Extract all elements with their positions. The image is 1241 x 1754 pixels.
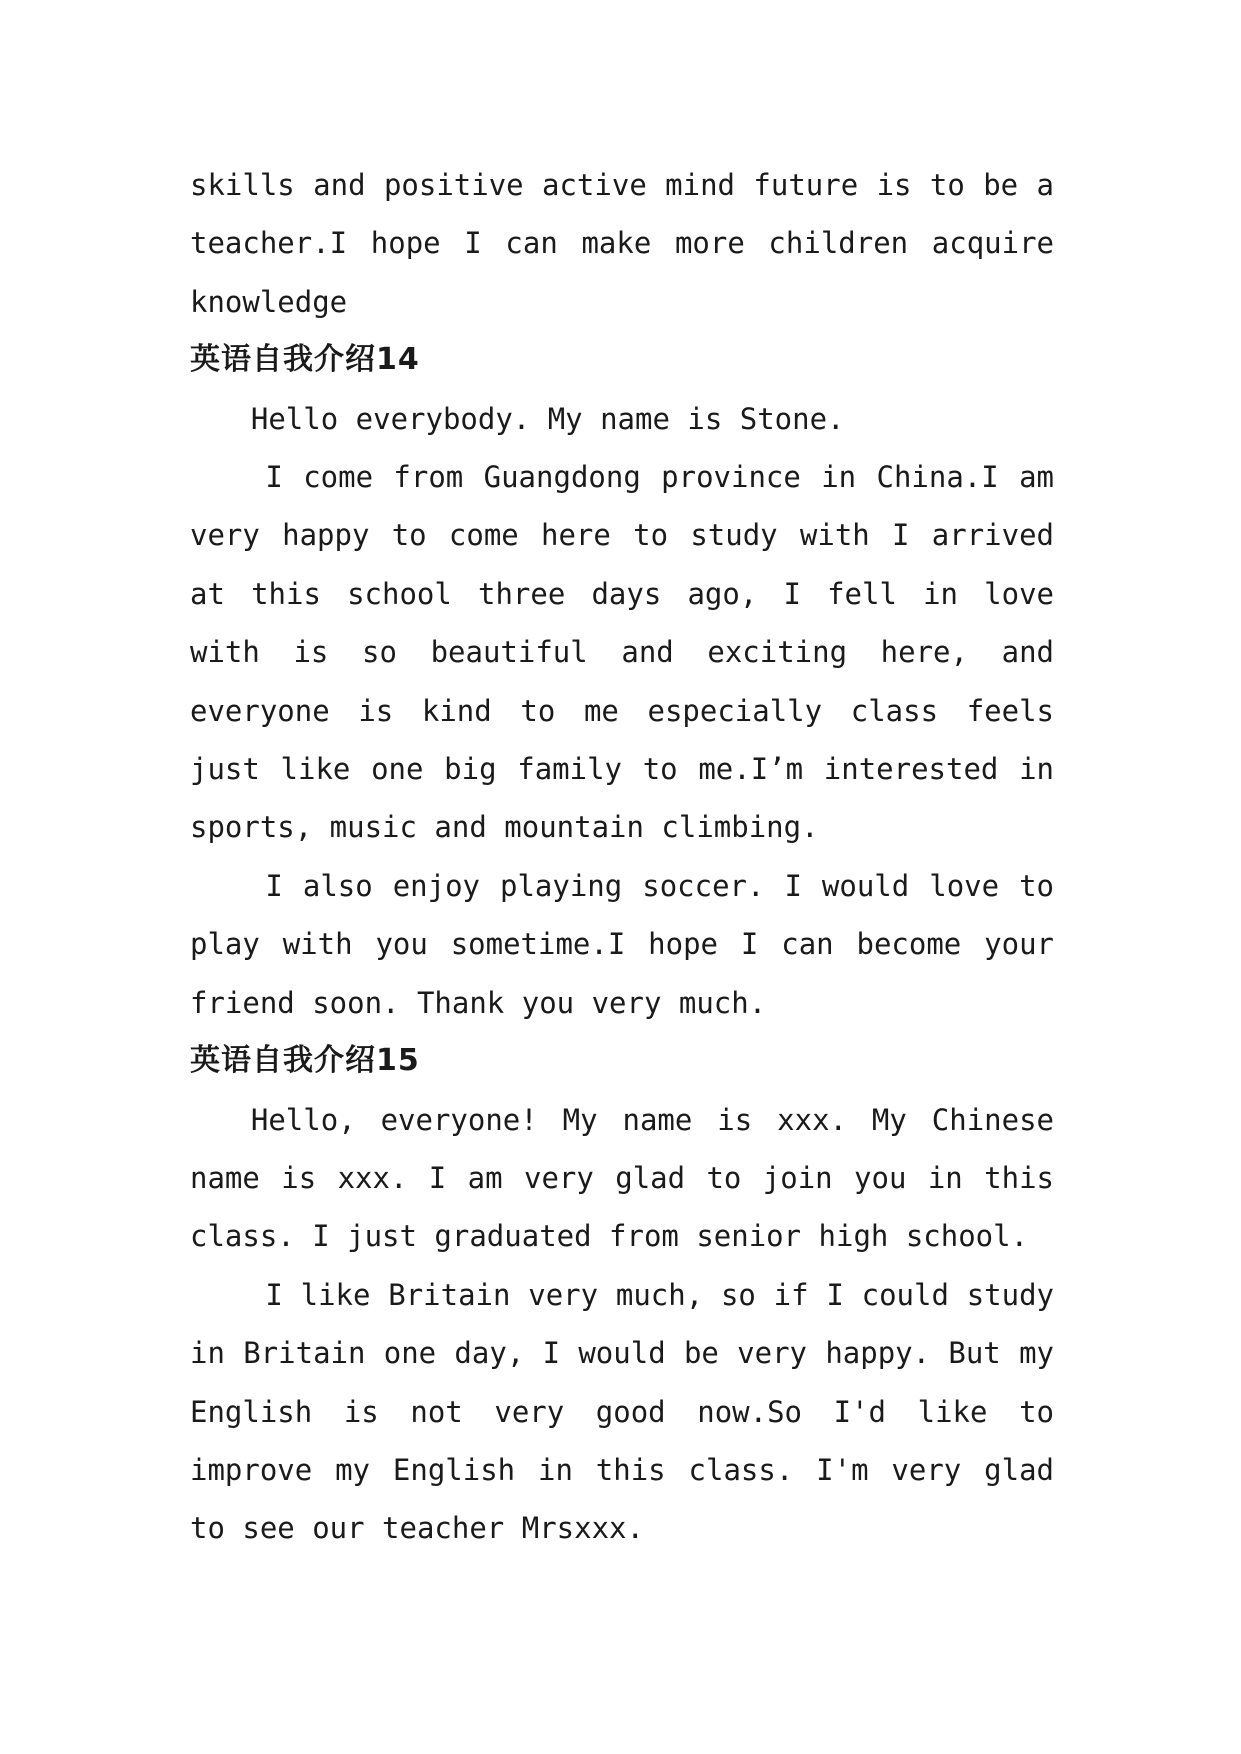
section-heading-14: 英语自我介绍14 bbox=[190, 342, 420, 378]
paragraph-14-3: I also enjoy playing soccer. I would love to play with you sometime.I hope I can become your friend soon. Thank you very much. bbox=[190, 868, 1054, 1020]
paragraph-15-1: Hello, everyone! My name is xxx. My Chinese name is xxx. I am very glad to join you in this class. I just graduated from senior high school. bbox=[190, 1102, 1054, 1254]
paragraph-14-1: Hello everybody. My name is Stone. bbox=[250, 401, 845, 436]
paragraph-14-2: I come from Guangdong province in China.I am very happy to come here to study with I arrived at this school three days ago, I fell in love with is so beautiful and exciting here, and everyone is kind to me especially class feels just like one big family to me.I’m interested in sports, music and mountain climbing. bbox=[190, 460, 1054, 845]
intro-paragraph: skills and positive active mind future is to be a teacher.I hope I can make more children acquire knowledge bbox=[190, 168, 1054, 319]
document-page bbox=[190, 156, 1054, 1558]
paragraph-15-2: I like Britain very much, so if I could study in Britain one day, I would be very happy. But my English is not very good now.So I'd like to improve my English in this class. I'm very glad to see our teacher Mrsxxx. bbox=[190, 1277, 1054, 1546]
section-heading-15: 英语自我介绍15 bbox=[190, 1043, 420, 1079]
